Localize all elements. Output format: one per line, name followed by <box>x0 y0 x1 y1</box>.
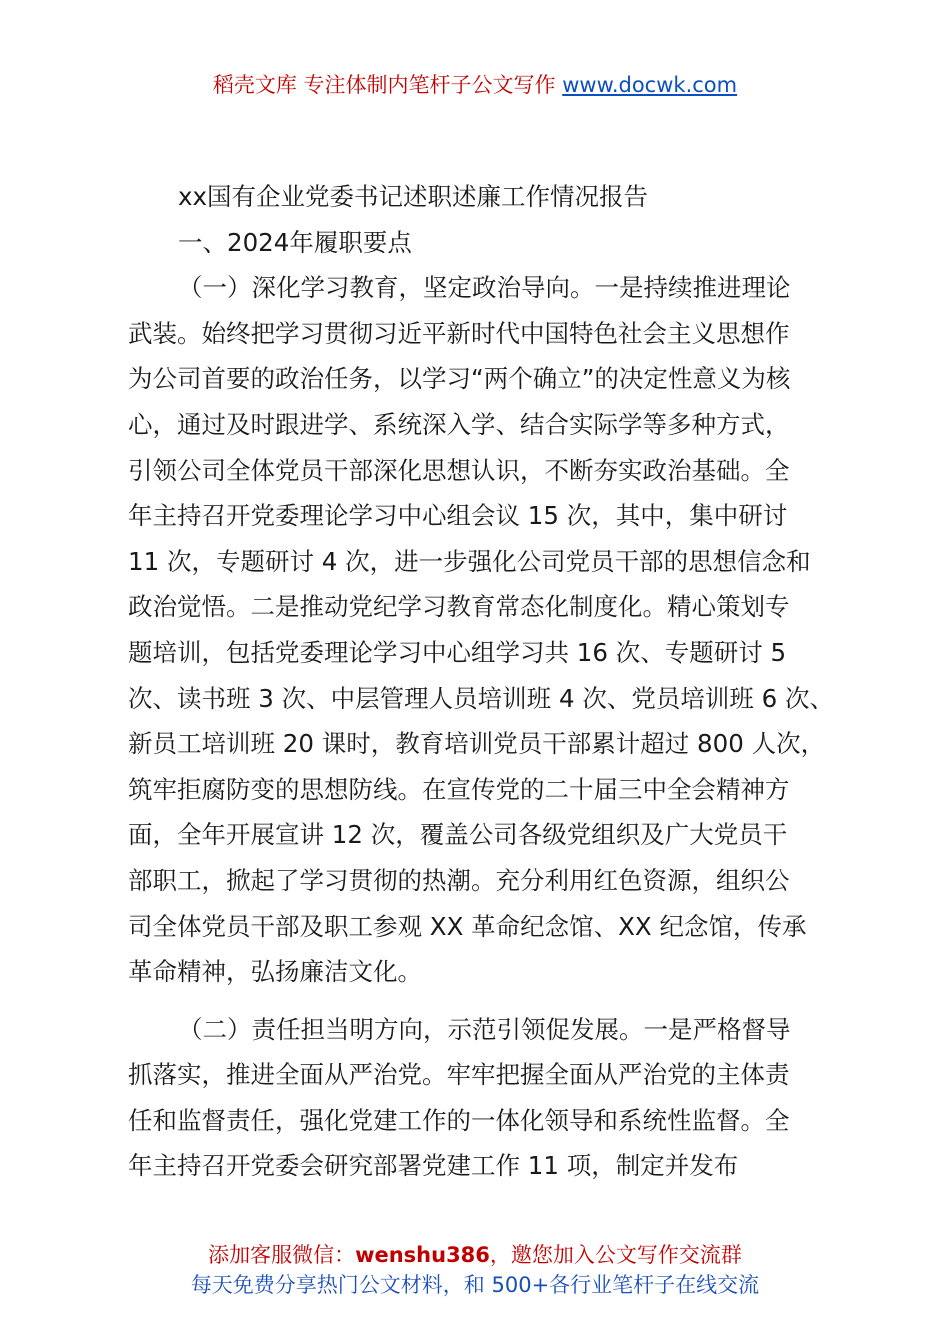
paragraph-line: 年主持召开党委理论学习中心组会议 15 次，其中，集中研讨 <box>128 501 788 531</box>
paragraph-line: 抓落实，推进全面从严治党。牢牢把握全面从严治党的主体责 <box>128 1060 790 1090</box>
document-body <box>128 174 832 1189</box>
paragraph-line: （一）深化学习教育，坚定政治导向。一是持续推进理论 <box>178 273 791 303</box>
paragraph-line: 面，全年开展宣讲 12 次，覆盖公司各级党组织及广大党员干 <box>128 820 788 850</box>
footer-promo-line: 每天免费分享热门公文材料，和 500+各行业笔杆子在线交流 <box>190 1273 760 1297</box>
paragraph-line: 革命精神，弘扬廉洁文化。 <box>128 957 422 987</box>
footer-contact-line <box>0 1240 950 1270</box>
header-brand: 稻壳文库 专注体制内笔杆子公文写作 <box>212 73 563 97</box>
paragraph-1 <box>128 265 832 995</box>
paragraph-line: 年主持召开党委会研究部署党建工作 11 项，制定并发布 <box>128 1151 739 1181</box>
paragraph-line: 引领公司全体党员干部深化思想认识，不断夯实政治基础。全 <box>128 455 790 485</box>
paragraph-line: 部职工，掀起了学习贯彻的热潮。充分利用红色资源，组织公 <box>128 865 790 895</box>
paragraph-line: 筑牢拒腐防变的思想防线。在宣传党的二十届三中全会精神方 <box>128 774 790 804</box>
wechat-id: wenshu386 <box>355 1243 490 1267</box>
paragraph-line: 新员工培训班 20 课时，教育培训党员干部累计超过 800 人次， <box>128 729 826 759</box>
site-link[interactable]: www.docwk.com <box>562 73 738 97</box>
paragraph-line: 心，通过及时跟进学、系统深入学、结合实际学等多种方式， <box>128 409 790 439</box>
paragraph-line: 题培训，包括党委理论学习中心组学习共 16 次、专题研讨 5 <box>128 637 787 667</box>
paragraph-line: 为公司首要的政治任务，以学习“两个确立”的决定性意义为核 <box>128 364 791 394</box>
footer-prefix: 添加客服微信： <box>208 1243 356 1267</box>
paragraph-2 <box>128 1007 832 1189</box>
paragraph-line: 司全体党员干部及职工参观 XX 革命纪念馆、XX 纪念馆，传承 <box>128 911 807 941</box>
paragraph-line: 次、读书班 3 次、中层管理人员培训班 4 次、党员培训班 6 次、 <box>128 683 834 713</box>
footer-suffix: ，邀您加入公文写作交流群 <box>489 1243 742 1267</box>
page-header <box>0 70 950 100</box>
paragraph-line: 任和监督责任，强化党建工作的一体化领导和系统性监督。全 <box>128 1105 790 1135</box>
paragraph-line: 武装。始终把学习贯彻习近平新时代中国特色社会主义思想作 <box>128 318 790 348</box>
section-heading: 一、2024年履职要点 <box>178 227 412 257</box>
page-footer <box>0 1240 950 1300</box>
document-title: xx国有企业党委书记述职述廉工作情况报告 <box>178 182 648 211</box>
paragraph-line: 政治觉悟。二是推动党纪学习教育常态化制度化。精心策划专 <box>128 592 790 622</box>
paragraph-line: 11 次，专题研讨 4 次，进一步强化公司党员干部的思想信念和 <box>128 546 811 576</box>
paragraph-line: （二）责任担当明方向，示范引领促发展。一是严格督导 <box>178 1014 791 1044</box>
